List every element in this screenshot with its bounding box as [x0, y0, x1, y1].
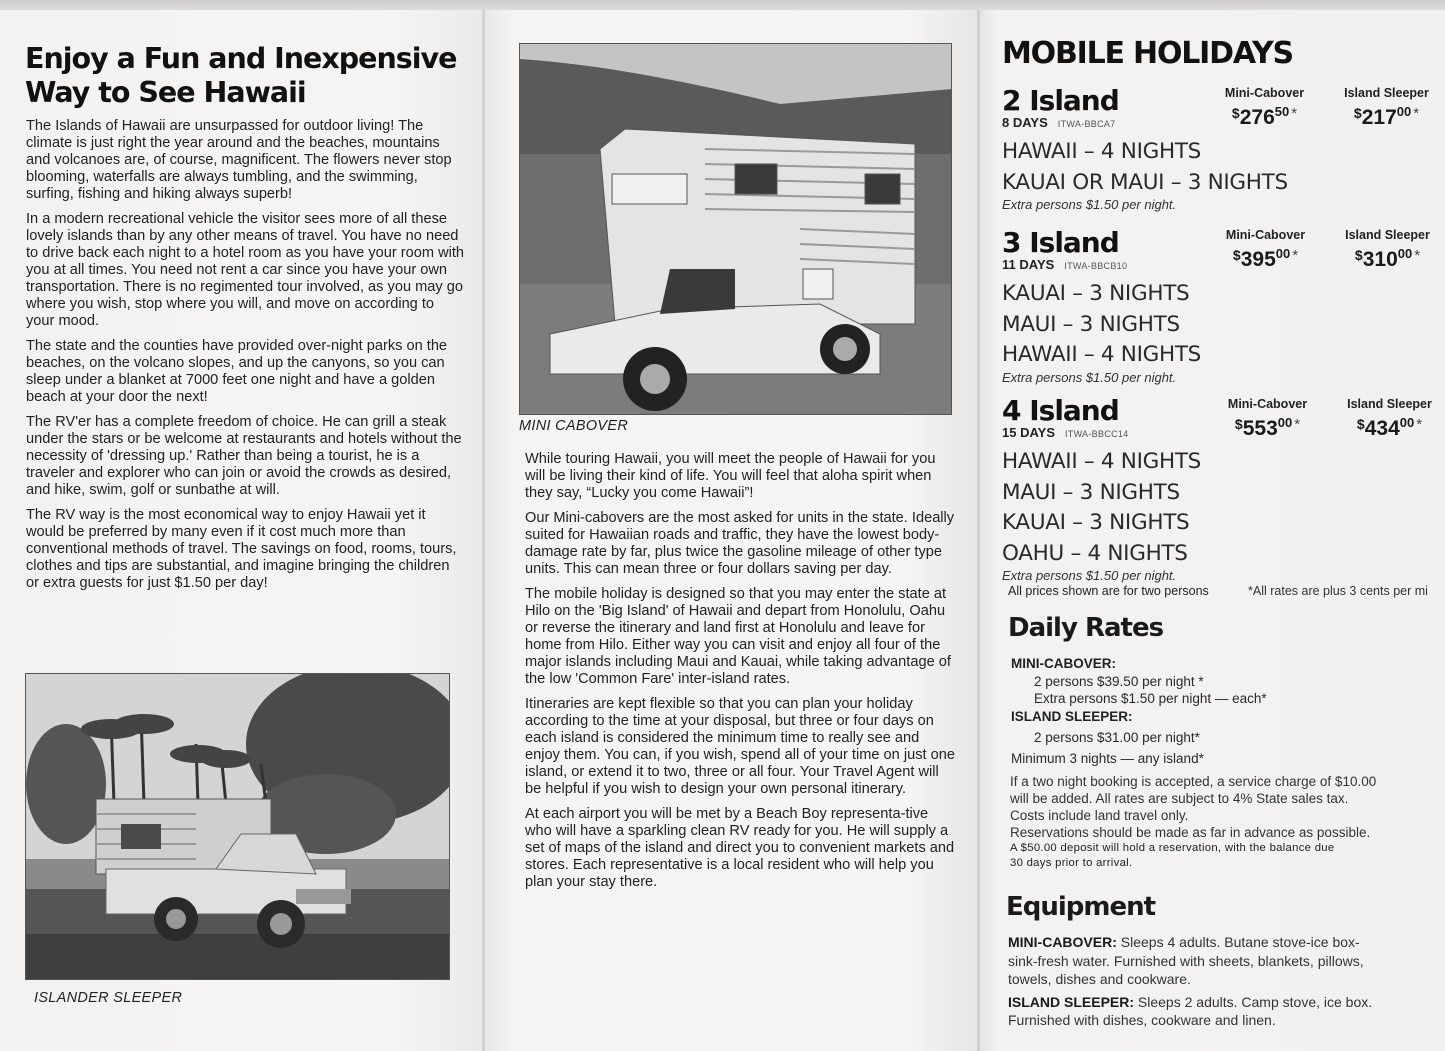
package-days: 11 DAYS	[1002, 257, 1055, 272]
intro-text	[26, 118, 466, 600]
itinerary-stop: HAWAII – 4 NIGHTS	[1002, 342, 1202, 367]
daily-rates-title: Daily Rates	[1008, 613, 1164, 643]
island-sleeper-label: ISLAND SLEEPER:	[1011, 708, 1133, 724]
mileage-note: *All rates are plus 3 cents per mi	[1248, 584, 1428, 598]
equipment-island-sleeper	[1008, 993, 1388, 1030]
equipment-label: ISLAND SLEEPER:	[1008, 993, 1135, 1010]
intro-paragraph: In a modern recreational vehicle the visitor sees more of all these lovely islands than by any other means of travel. You have no need to drive back each night to a hotel room as you have your room with you at all times. You need not rent a car since you have your own transportation. There is no regimented tour involved, as you may go where you wish, stop where you will, and move on according to your mood.	[26, 211, 465, 329]
package-name: 3 Island	[1002, 226, 1119, 259]
price-mini-cabover-2-island	[1212, 86, 1317, 130]
mini-cabover-extra-rate: Extra persons $1.50 per night — each*	[1034, 691, 1267, 706]
touring-paragraph: Our Mini-cabovers are the most asked for units in the state. Ideally suited for Hawaiian roads and traffic, they have the lowest body-damage rate by far, plus twice the gasoline mileage of other type units. This can mean three or four dollars saving per day.	[525, 510, 955, 577]
hero-title	[25, 42, 475, 110]
deposit-note: 30 days prior to arrival.	[1010, 856, 1133, 869]
package-code: ITWA-BBCA7	[1057, 119, 1116, 129]
equipment-description: Sleeps 2 adults. Camp stove, ice box. Furnished with dishes, cookware and linen.	[1008, 993, 1373, 1028]
price-value: $^{\$}217^{00}$ *	[1353, 104, 1420, 129]
intro-paragraph: The state and the counties have provided over-night parks on the beaches, on the volcano slopes, and up the canyons, so you can sleep under a blanket at 7000 feet one night and have a golden beach at your door the next!	[26, 338, 448, 405]
mobile-holidays-title: MOBILE HOLIDAYS	[1002, 36, 1293, 71]
islander-sleeper-photo	[25, 673, 450, 980]
package-name: 4 Island	[1002, 394, 1119, 427]
package-code: ITWA-BBCB10	[1064, 261, 1128, 271]
extra-persons-note: Extra persons $1.50 per night.	[1002, 197, 1177, 212]
truck-camper-illustration	[520, 44, 952, 415]
touring-paragraph: The mobile holiday is designed so that you may enter the state at Hilo on the 'Big Island' of Hawaii and depart from Honolulu, Oahu or reverse the itinerary and land first at Honolulu and leave for home from Hilo. Either way you can visit and enjoy all four of the major islands including Maui and Kauai, while taking advantage of the low 'Common Fare' inter-island rates.	[525, 586, 951, 687]
booking-terms	[1010, 773, 1440, 870]
extra-persons-note: Extra persons $1.50 per night.	[1002, 568, 1177, 583]
price-column-label: Island Sleeper	[1344, 86, 1429, 100]
two-person-note: All prices shown are for two persons	[1008, 584, 1209, 598]
island-sleeper-rate: 2 persons $31.00 per night*	[1034, 730, 1200, 745]
touring-paragraph: While touring Hawaii, you will meet the people of Hawaii for you will be living their kind of life. You will feel that aloha spirit when they say, “Lucky you come Hawaii”!	[525, 451, 936, 501]
itinerary-stop: MAUI – 3 NIGHTS	[1002, 311, 1180, 337]
pricing-notes	[1008, 584, 1445, 598]
intro-paragraph: The Islands of Hawaii are unsurpassed for outdoor living! The climate is just right the year around and the beaches, mountains and volcanoes are, of course, magnificent. The flowers never stop blooming, waterfalls are always tumbling, and the swimming, surfing, fishing and hiking always superb!	[26, 118, 452, 202]
price-column-label: Mini-Cabover	[1224, 86, 1305, 100]
price-column-label: Island Sleeper	[1347, 397, 1432, 411]
price-value: $^{\$}395^{00}$ *	[1232, 246, 1299, 271]
price-mini-cabover-3-island	[1213, 228, 1318, 272]
price-column-label: Island Sleeper	[1345, 228, 1430, 242]
price-island-sleeper-4-island	[1337, 397, 1442, 441]
mini-cabover-photo	[519, 43, 952, 415]
mini-cabover-label: MINI-CABOVER:	[1011, 656, 1116, 671]
package-name: 2 Island	[1002, 84, 1119, 117]
equipment-mini-cabover	[1008, 933, 1388, 989]
daily-rates	[1011, 655, 1441, 767]
touring-paragraph: Itineraries are kept flexible so that you can plan your holiday according to the time at your disposal, but three or four days on each island is considered the minimum time to really see and enjoy them. You can, if you wish, spend all of your time on just one island, or extend it to two, three or all four. Your Travel Agent will be helpful if you wish to design your own personal itinerary.	[525, 696, 955, 797]
islander-sleeper-caption: ISLANDER SLEEPER	[34, 990, 183, 1006]
package-days: 15 DAYS	[1002, 425, 1055, 440]
hero-title-line1: Enjoy a Fun and Inexpensive	[25, 42, 457, 75]
truck-palms-illustration	[26, 674, 450, 980]
terms-line: If a two night booking is accepted, a service charge of $10.00	[1010, 774, 1377, 789]
price-column-label: Mini-Cabover	[1227, 397, 1308, 411]
intro-paragraph: The RV'er has a complete freedom of choice. He can grill a steak under the stars or be welcome at restaurants and hotels without the necessity of 'dressing up.' Rather than being a tourist, he is a traveler and explorer who can join or avoid the crowds as desired, and hike, swim, golf or sunbathe at will.	[26, 414, 462, 498]
price-island-sleeper-3-island	[1335, 228, 1440, 272]
price-island-sleeper-2-island	[1334, 86, 1439, 130]
hero-title-line2: Way to See Hawaii	[25, 76, 306, 109]
itinerary-stop: HAWAII – 4 NIGHTS	[1002, 139, 1202, 164]
equipment-label: MINI-CABOVER:	[1008, 934, 1117, 950]
price-value: $^{\$}553^{00}$ *	[1234, 415, 1301, 440]
touring-text	[525, 451, 955, 899]
price-value: $^{\$}434^{00}$ *	[1356, 415, 1423, 440]
mini-cabover-rate: 2 persons $39.50 per night *	[1034, 673, 1204, 689]
terms-line: Costs include land travel only.	[1010, 808, 1189, 823]
itinerary-stop: KAUAI OR MAUI – 3 NIGHTS	[1002, 169, 1288, 195]
equipment-description: Sleeps 4 adults. Butane stove-ice box-sink-fresh water. Furnished with sheets, blankets, pillows, towels, dishes and cookware.	[1008, 934, 1364, 987]
equipment-list	[1008, 933, 1388, 1034]
equipment-title: Equipment	[1006, 892, 1156, 922]
mini-cabover-caption: MINI CABOVER	[519, 418, 629, 434]
price-column-label: Mini-Cabover	[1225, 228, 1306, 242]
package-days: 8 DAYS	[1002, 115, 1048, 130]
terms-line: Reservations should be made as far in advance as possible.	[1010, 825, 1371, 840]
price-value: $^{\$}310^{00}$ *	[1354, 246, 1421, 271]
package-code: ITWA-BBCC14	[1065, 429, 1129, 439]
minimum-nights: Minimum 3 nights — any island*	[1011, 750, 1204, 766]
touring-paragraph: At each airport you will be met by a Beach Boy representa-tive who will have a sparkling clean RV ready for you. He will supply a set of maps of the island and direct you to convenient markets and stores. Each representative is a local resident who will help you plan your stay there.	[525, 806, 955, 890]
itinerary-stop: HAWAII – 4 NIGHTS	[1002, 449, 1202, 474]
price-mini-cabover-4-island	[1215, 397, 1320, 441]
terms-line: will be added. All rates are subject to 4% State sales tax.	[1010, 791, 1349, 806]
itinerary-stop: KAUAI – 3 NIGHTS	[1002, 510, 1190, 535]
itinerary-stop: KAUAI – 3 NIGHTS	[1002, 281, 1190, 306]
extra-persons-note: Extra persons $1.50 per night.	[1002, 369, 1177, 385]
deposit-note: A $50.00 deposit will hold a reservation, with the balance due	[1010, 842, 1335, 854]
itinerary-stop: OAHU – 4 NIGHTS	[1002, 540, 1188, 566]
itinerary-stop: MAUI – 3 NIGHTS	[1002, 479, 1180, 505]
intro-paragraph: The RV way is the most economical way to enjoy Hawaii yet it would be preferred by many even if it cost much more than conventional methods of travel. The savings on food, rooms, tours, clothes and tips are substantial, and imagine bringing the children or extra guests for just $1.50 per day!	[26, 507, 457, 591]
price-value: $^{\$}276^{50}$ *	[1231, 104, 1298, 129]
